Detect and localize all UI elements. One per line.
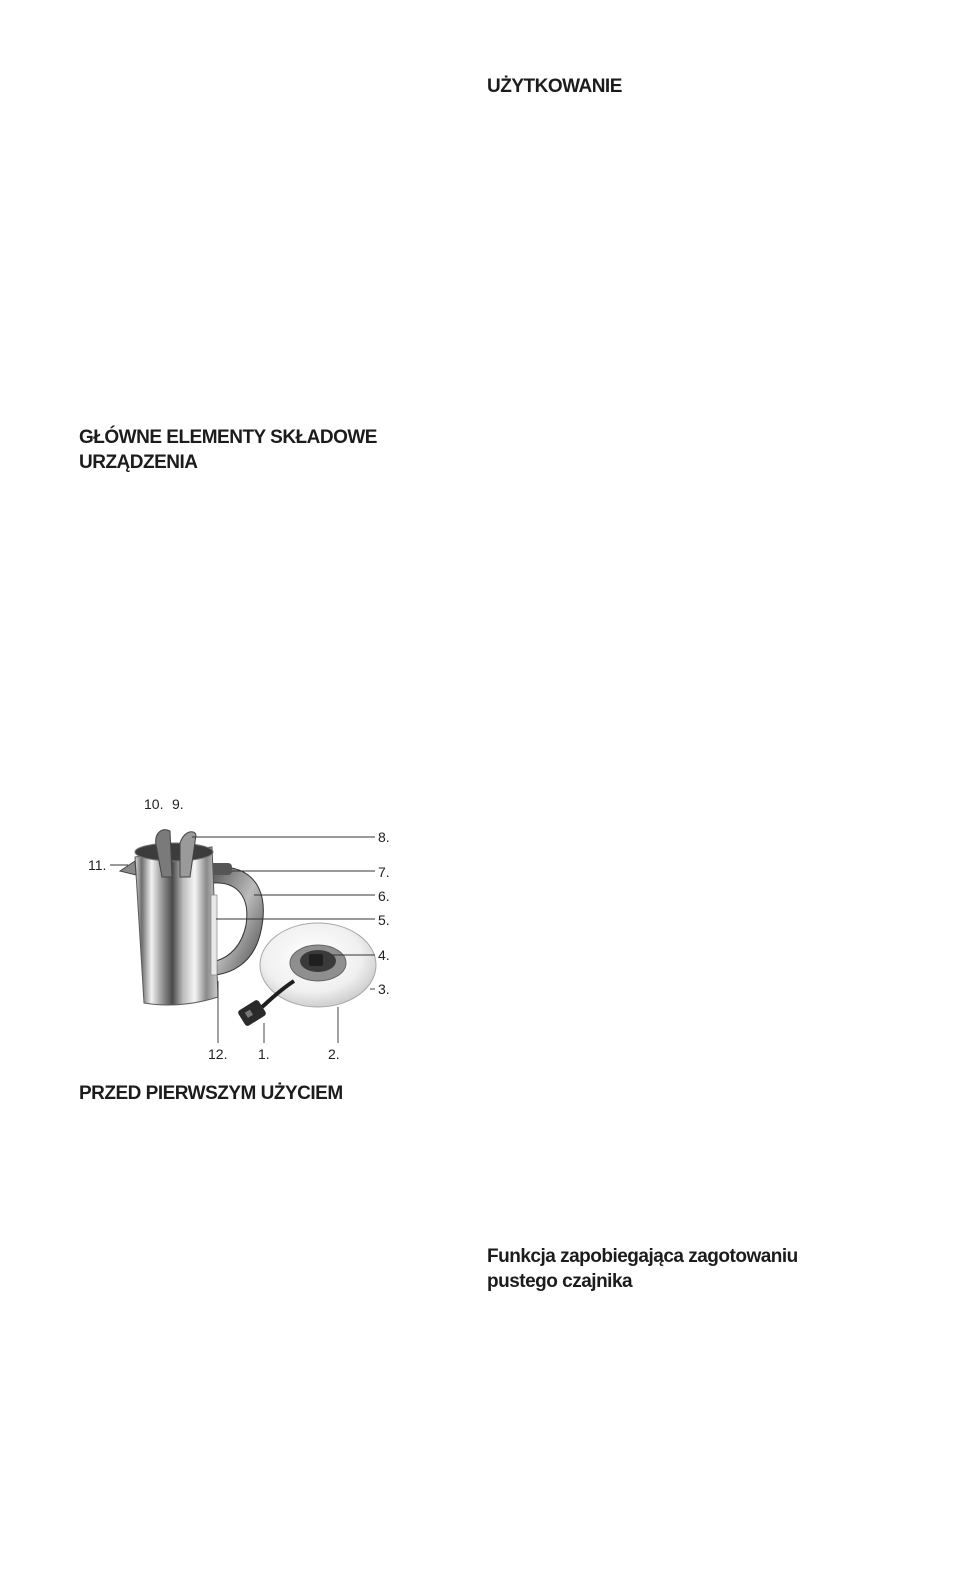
- kettle-parts-diagram: [80, 785, 410, 1075]
- heading-line-2: pustego czajnika: [487, 1271, 633, 1292]
- part-label-9: 9.: [172, 796, 184, 812]
- part-label-8: 8.: [378, 829, 390, 845]
- part-label-6: 6.: [378, 888, 390, 904]
- section-heading-przed-pierwszym-uzyciem: PRZED PIERWSZYM UŻYCIEM: [79, 1083, 343, 1104]
- part-label-4: 4.: [378, 947, 390, 963]
- part-label-7: 7.: [378, 864, 390, 880]
- part-label-2: 2.: [328, 1046, 340, 1062]
- part-label-1: 1.: [258, 1046, 270, 1062]
- heading-line-1: Funkcja zapobiegająca zagotowaniu: [487, 1246, 798, 1267]
- section-heading-uzytkowanie: UŻYTKOWANIE: [487, 76, 622, 97]
- part-label-11: 11.: [88, 857, 107, 873]
- part-label-12: 12.: [208, 1046, 228, 1062]
- kettle-spout: [120, 861, 136, 875]
- part-label-10: 10.: [144, 796, 164, 812]
- part-label-3: 3.: [378, 981, 390, 997]
- section-heading-funkcja-zapobiegajaca: [487, 1244, 847, 1294]
- water-level-window: [211, 895, 217, 975]
- power-cord: [237, 981, 294, 1027]
- part-label-5: 5.: [378, 912, 390, 928]
- kettle-handle: [210, 867, 263, 975]
- heading-line-2: URZĄDZENIA: [79, 452, 198, 473]
- heading-line-1: GŁÓWNE ELEMENTY SKŁADOWE: [79, 427, 377, 448]
- section-heading-glowne-elementy: [79, 425, 419, 475]
